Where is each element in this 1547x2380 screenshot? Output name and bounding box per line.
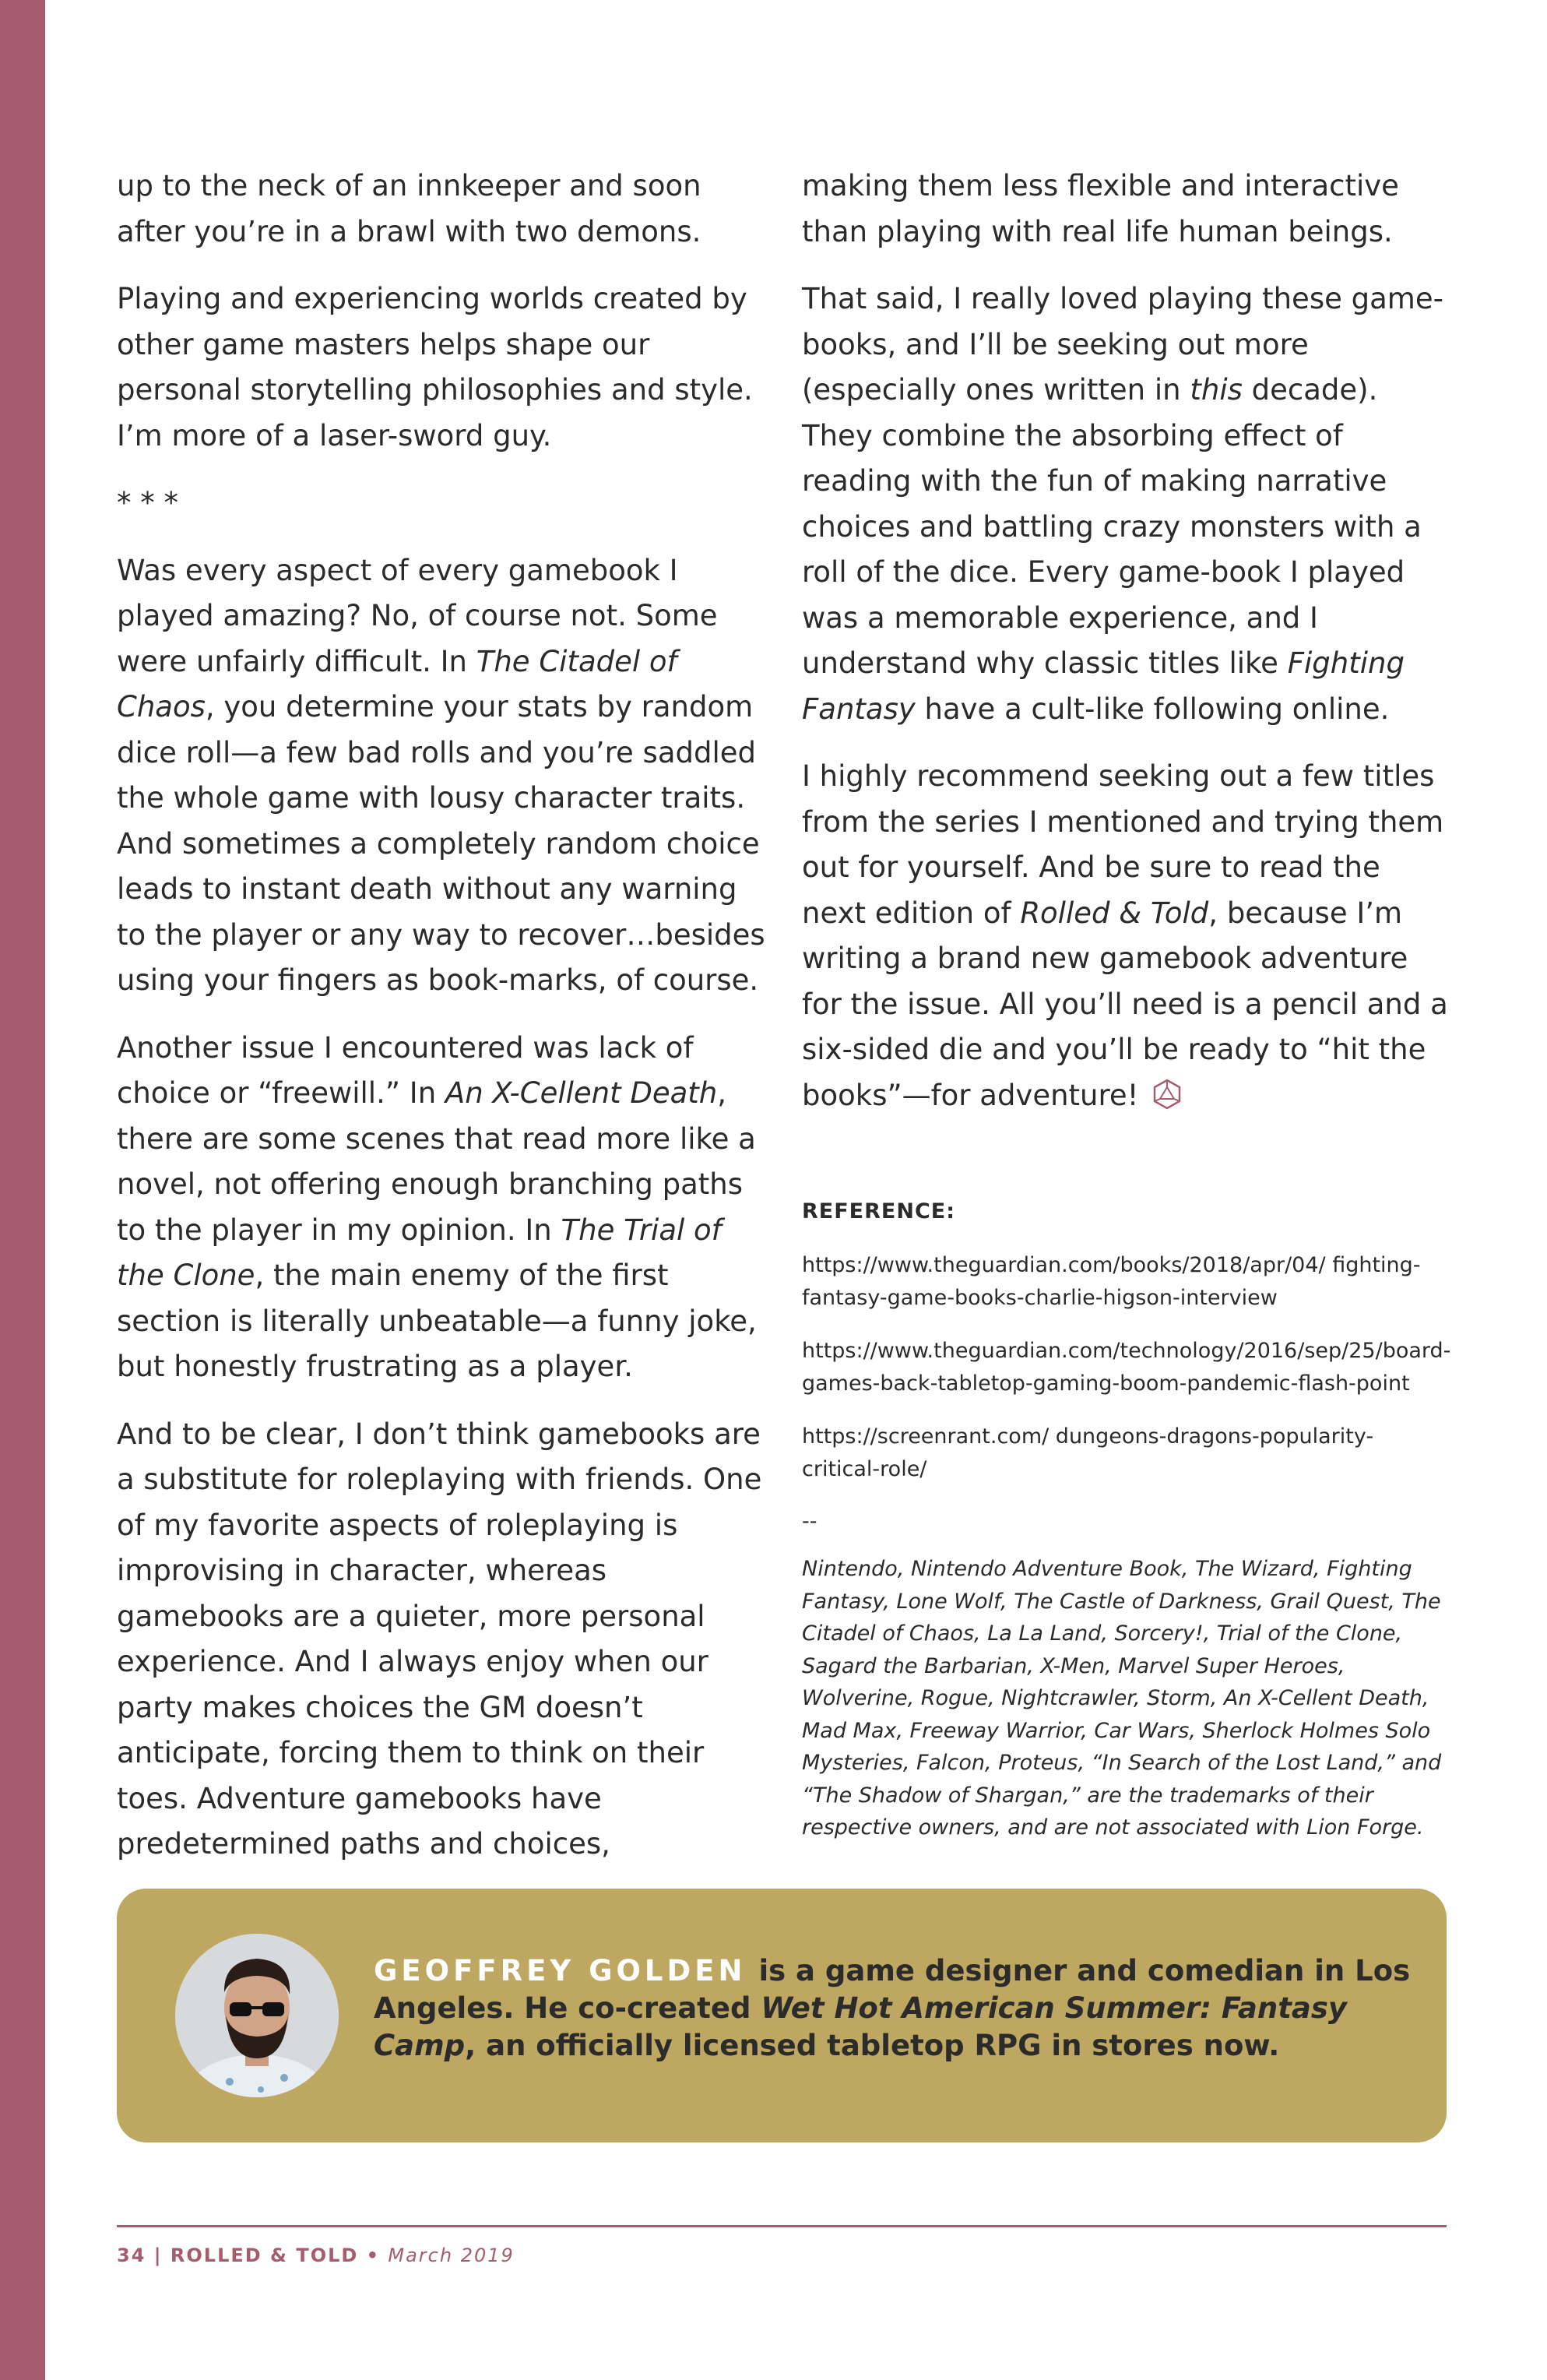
author-bio-box xyxy=(117,1889,1447,2142)
side-accent-bar xyxy=(0,0,45,2380)
paragraph: That said, I really loved playing these game-books, and I’ll be seeking out more (especially ones written in this decade). They combine the absorbing effect of reading with the fun of making narrative choices and battling crazy monsters with a roll of the dice. Every game-book I played was a memorable experience, and I understand why classic titles like Fighting Fantasy have a cult-like following online. xyxy=(802,282,1443,726)
book-title: An X-Cellent Death xyxy=(445,1076,718,1110)
paragraph: Playing and experiencing worlds created by other game masters helps shape our personal storytelling philosophies and style. I’m more of a laser-sword guy. xyxy=(117,282,753,452)
reference-heading: REFERENCE: xyxy=(802,1199,956,1223)
product-title: Wet Hot American Summer: Fantasy Camp xyxy=(374,1991,1347,2062)
paragraph: And to be clear, I don’t think gamebooks are a substitute for roleplaying with friends. One of my favorite aspects of roleplaying is improvising in character, whereas gamebooks are a quieter, more personal experience. And I always enjoy when our party makes choices the GM doesn’t anticipate, forcing them to think on their toes. Adventure gamebooks have predetermined paths and choices, xyxy=(117,1417,762,1861)
page-number: 34 xyxy=(117,2244,146,2266)
d20-die-icon xyxy=(1151,1079,1183,1110)
page-footer: 34 | ROLLED & TOLD • March 2019 xyxy=(117,2244,515,2266)
left-column xyxy=(117,164,771,1889)
paragraph: up to the neck of an innkeeper and soon after you’re in a brawl with two demons. xyxy=(117,169,701,248)
paragraph: Another issue I encountered was lack of choice or “freewill.” In An X-Cellent Death, there are some scenes that read more like a novel, not offering enough branching paths to the player in my opinion. In The Trial of the Clone, the main enemy of the first section is literally unbeatable—a funny joke, but honestly frustrating as a player. xyxy=(117,1030,757,1383)
paragraph: I highly recommend seeking out a few titles from the series I mentioned and trying them out for yourself. And be sure to read the next edition of Rolled & Told, because I’m writing a brand new gamebook adventure for the issue. All you’ll need is a pencil and a six-sided die and you’ll be ready to “hit the books”—for adventure! xyxy=(802,759,1448,1112)
issue-date: March 2019 xyxy=(388,2244,515,2266)
author-bio-text: GEOFFREY GOLDEN is a game designer and comedian in Los Angeles. He co-created Wet Hot American Summer: Fantasy Camp, an officially licensed tabletop RPG in stores now. xyxy=(374,1954,1411,2062)
divider-dash: -- xyxy=(802,1509,817,1533)
section-separator: * * * xyxy=(117,486,179,519)
footer-rule xyxy=(117,2225,1447,2227)
paragraph: Was every aspect of every gamebook I played amazing? No, of course not. Some were unfairly difficult. In The Citadel of Chaos, you determine your stats by random dice roll—a few bad rolls and you’re saddled the whole game with lousy character traits. And sometimes a completely random choice leads to instant death without any warning to the player or any way to recover…besides using your fingers as book-marks, of course. xyxy=(117,553,765,997)
author-name: GEOFFREY GOLDEN xyxy=(374,1954,747,1987)
book-title: Fighting Fantasy xyxy=(802,646,1405,726)
reference-link[interactable]: https://screenrant.com/ dungeons-dragons-popularity-critical-role/ xyxy=(802,1424,1374,1481)
trademark-notice: Nintendo, Nintendo Adventure Book, The Wizard, Fighting Fantasy, Lone Wolf, The Castle of Darkness, Grail Quest, The Citadel of Chaos, La La Land, Sorcery!, Trial of the Clone, Sagard the Barbarian, X-Men, Marvel Super Heroes, Wolverine, Rogue, Nightcrawler, Storm, An X-Cellent Death, Mad Max, Freeway Warrior, Car Wars, Sherlock Holmes Solo Mysteries, Falcon, Proteus, “In Search of the Lost Land,” and “The Shadow of Shargan,” are the trademarks of their respective owners, and are not associated with Lion Forge. xyxy=(802,1557,1442,1840)
right-column xyxy=(802,164,1451,1844)
book-title: The Trial of the Clone xyxy=(117,1213,722,1292)
magazine-title: Rolled & Told xyxy=(1020,896,1209,930)
reference-link[interactable]: https://www.theguardian.com/technology/2016/sep/25/board-games-back-tabletop-gaming-boom-pandemic-flash-point xyxy=(802,1339,1451,1396)
paragraph: making them less flexible and interactive than playing with real life human beings. xyxy=(802,169,1399,248)
magazine-name: ROLLED & TOLD xyxy=(170,2244,359,2266)
reference-link[interactable]: https://www.theguardian.com/books/2018/apr/04/ fighting-fantasy-game-books-charlie-higson-interview xyxy=(802,1253,1421,1310)
book-title: The Citadel of Chaos xyxy=(117,644,677,724)
author-avatar xyxy=(175,1934,339,2097)
